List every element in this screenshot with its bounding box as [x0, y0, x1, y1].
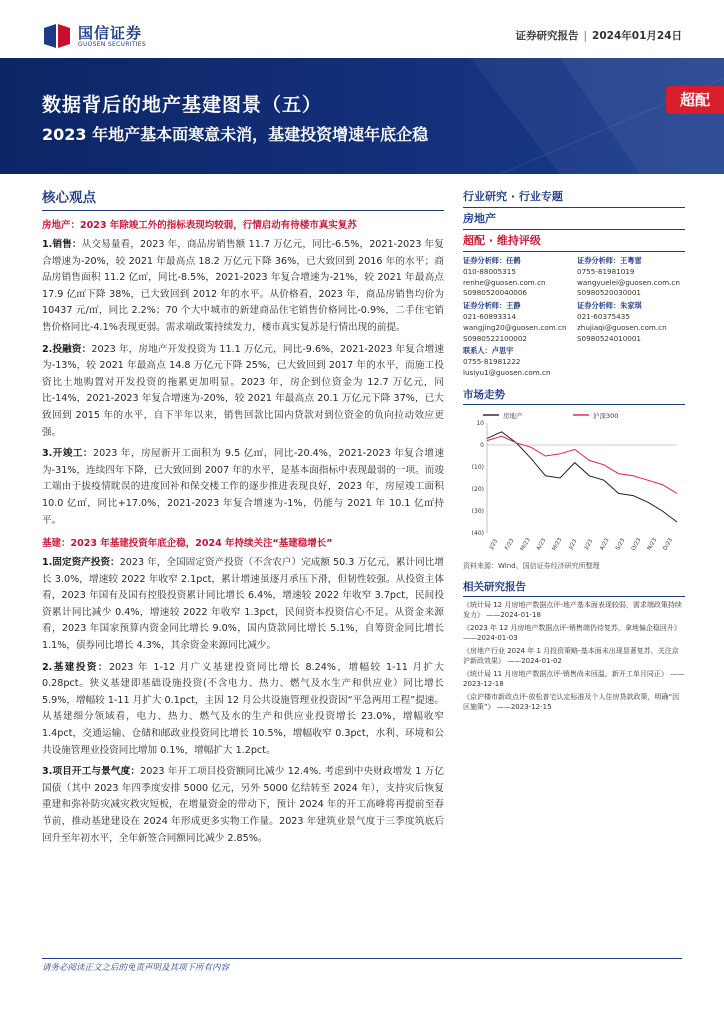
analyst-card	[577, 256, 687, 299]
x-tick-label: D/23	[662, 537, 675, 552]
footer-disclaimer: 请务必阅读正文之后的免责声明及其项下所有内容	[42, 963, 230, 973]
related-report-item[interactable]: 《统计局 12 月房地产数据点评-地产基本面表现较弱，需求端政策持续发力》 ——2024-01-18	[463, 600, 682, 619]
analyst-card	[463, 301, 573, 344]
report-title: 数据背后的地产基建图景（五）	[42, 94, 323, 116]
logo-text-cn: 国信证券	[78, 24, 143, 42]
y-tick-label: (40)	[471, 529, 484, 537]
analyst-email[interactable]: zhujiaqi@guosen.com.cn	[577, 322, 667, 332]
paragraph-investment	[42, 342, 444, 442]
analyst-email[interactable]: wangjing20@guosen.com.cn	[463, 322, 567, 332]
chart-source: 资料来源：Wind、国信证券经济研究所整理	[463, 561, 600, 570]
rating-tag: 超配	[666, 86, 724, 114]
x-tick-label: A/23	[599, 537, 611, 552]
legend-label: 房地产	[503, 411, 523, 420]
footer-divider	[42, 958, 682, 959]
lead-construction: 3.开竣工：	[42, 448, 93, 460]
analyst-email[interactable]: renhe@guosen.com.cn	[463, 277, 546, 287]
y-tick-label: (30)	[471, 507, 484, 515]
contact-email[interactable]: lusiyu1@guosen.com.cn	[463, 367, 551, 377]
analyst-phone: 021-60375435	[577, 311, 630, 321]
analyst-name: 王粤雷	[620, 256, 642, 265]
paragraph-infra-investment	[42, 660, 444, 760]
y-tick-label: (20)	[471, 485, 484, 493]
industry-tags	[463, 186, 685, 252]
report-subtitle: 2023 年地产基本面寒意未消，基建投资增速年底企稳	[42, 125, 429, 144]
analyst-cert: S0980520030001	[577, 288, 642, 298]
core-views-column	[42, 186, 444, 852]
x-tick-label: M/23	[551, 536, 564, 552]
core-views-title: 核心观点	[42, 186, 444, 211]
analyst-role: 证券分析师：	[577, 256, 621, 265]
analyst-role: 证券分析师：	[463, 256, 507, 265]
text-project-start: 2023 年开工项目投资额同比减少 12.4%. 考虑到中央财政增发 1 万亿国债（其中 2023 年四季度安排 5000 亿元，另外 5000 亿结转至 2024 年），支持灾后恢复重建和弥补防灾减灾救灾短板，在增量资金的带动下，预计 2024 年的开工高峰将再提前至春节前，推动基建建设在 2024 年形成更多实物工作量。2023 年建筑业景气度于三季度筑底后回升至年初水平，全年新签合同额同比减少 2.85%。	[42, 766, 444, 844]
analyst-email[interactable]: wangyuelei@guosen.com.cn	[577, 277, 680, 287]
market-trend-chart	[463, 409, 685, 559]
x-tick-label: S/23	[615, 537, 627, 552]
analyst-card	[577, 301, 687, 344]
analyst-cert: S0980524010001	[577, 333, 642, 343]
paragraph-construction	[42, 446, 444, 529]
analyst-name: 王静	[506, 301, 521, 311]
analyst-name: 任鹤	[506, 256, 521, 265]
lead-sales: 1.销售：	[42, 239, 82, 250]
analyst-phone: 010-88005315	[463, 266, 516, 276]
x-tick-label: N/23	[646, 537, 659, 552]
lead-fixed-asset: 1.固定资产投资：	[42, 557, 120, 569]
tag-rating: 超配 · 维持评级	[463, 230, 685, 252]
x-tick-label: O/23	[630, 537, 643, 552]
analyst-cert: S0980522100002	[463, 333, 528, 343]
report-type: 证券研究报告	[515, 30, 579, 42]
x-tick-label: J/23	[583, 538, 595, 551]
text-fixed-asset: 2023 年，全国固定资产投资（不含农户）完成额 50.3 万亿元，累计同比增长 3.0%，增速较 2022 年收窄 2.1pct，累计增速虽逐月承压下滑，但韧性较强。从投资主体看，2023 年国有及国有控股投资累计同比增长 6.4%，增速较 2022 年收窄 3.7pct，民间投资累计同比减少 0.4%，增速较 2022 年收窄 1.3pct，民间资本投资信心不足。从资金来源看，2023 年国家预算内资金同比增长 9.0%，国内贷款同比增长 5.1%，自筹资金同比增长 1.1%，债券同比增长 4.3%，其余资金来源同比减少。	[42, 557, 444, 652]
analyst-name: 朱家琪	[620, 301, 642, 311]
logo-text-en: GUOSEN SECURITIES	[78, 41, 147, 48]
tag-industry-research: 行业研究 · 行业专题	[463, 186, 685, 208]
analyst-cert: S0980520040006	[463, 288, 528, 298]
lead-investment: 2.投融资：	[42, 343, 92, 355]
related-report-item[interactable]: 《2023 年 12 月房地产数据点评-销售端仍待复苏，拿地偏企稳回升》 ——2024-01-03	[463, 623, 681, 642]
series-line	[487, 432, 677, 522]
x-tick-label: F/23	[504, 537, 516, 551]
market-trend-title: 市场走势	[463, 387, 685, 405]
related-report-item[interactable]: 《统计局 11 月房地产数据点评-销售尚未回温，新开工单月同正》 ——2023-12-18	[463, 669, 685, 688]
analyst-role: 证券分析师：	[577, 301, 621, 311]
analyst-phone: 0755-81981019	[577, 266, 635, 276]
analyst-card	[463, 256, 573, 299]
report-meta: 证券研究报告 | 2024年01月24日	[515, 30, 682, 42]
contact-name: 卢思宇	[491, 346, 514, 356]
title-banner	[0, 58, 724, 174]
logo-mark-icon	[42, 22, 72, 50]
text-investment: 2023 年，房地产开发投资为 11.1 万亿元，同比-9.6%，2021-2023 年复合增速为-13%，较 2021 年最高点 14.8 万亿元下降 25%，已大致回到 2017 年的水平，而施工投资比土地购置对开发投资的拖累更加明显。2023 年，房企到位资金为 12.7 万亿元，同比-14%，2021-2023 年复合增速为-20%，较 2021 年最高点 20.1 万亿元下降 37%，已大致回到 2015 年的水平，自下半年以来，销售回款比国内贷款对到位资金的负向拉动效应更强。	[42, 343, 444, 438]
paragraph-fixed-asset	[42, 555, 444, 655]
guosen-logo	[42, 20, 172, 52]
x-tick-label: M/23	[519, 536, 532, 552]
related-reports	[463, 579, 685, 712]
text-construction: 2023 年，房屋新开工面积为 9.5 亿㎡，同比-20.4%，2021-2023 年复合增速为-31%，连续四年下降，已大致回到 2007 年的水平，是基本面指标中表现最弱的一项。而竣工端由于拔疫情眈误的进度回补和保交楼工作的逐步推进表现良好，2023 年，房屋竣工面积 10.0 亿㎡，同比+17.0%，2021-2023 年复合增速为-1%，仍能与 2021 年 10.1 亿㎡持平。	[42, 448, 444, 526]
realestate-heading: 房地产：2023 年除竣工外的指标表现均较弱，行情启动有待楼市真实复苏	[42, 220, 357, 231]
market-trend-svg	[463, 409, 685, 559]
tag-sector: 房地产	[463, 208, 685, 230]
contact-phone: 0755-81981222	[463, 357, 521, 367]
report-date: 2024年01月24日	[592, 30, 682, 42]
related-reports-title: 相关研究报告	[463, 579, 685, 597]
analyst-list	[463, 256, 685, 381]
paragraph-project-start	[42, 764, 444, 847]
x-tick-label: J/23	[488, 538, 500, 551]
contact-role: 联系人：	[463, 346, 492, 356]
legend-label: 沪深300	[593, 411, 619, 420]
sidebar-column	[463, 186, 685, 712]
x-tick-label: A/23	[535, 537, 548, 552]
x-tick-label: J/23	[567, 538, 579, 551]
paragraph-sales	[42, 237, 444, 337]
text-infra-investment: 2023 年 1-12 月广义基建投资同比增长 8.24%，增幅较 1-11 月扩大 0.28pct。狭义基建即基础设施投资(不含电力、热力、燃气及水生产和供应业）同比增长 5.9%，增幅较 1-11 月扩大 0.1pct，主因 12 月公共设施管理业投资因“平急两用工程”提速。从基建细分领域看，电力、热力、燃气及水的生产和供应业投资增长 23.0%，增幅收窄 1.4pct，交通运输、仓储和邮政业投资同比增长 10.5%，增幅收窄 0.3pct，水利、环境和公共设施管理业投资同比增加 0.1%，增幅扩大 1.2pct。	[42, 661, 444, 756]
y-tick-label: 0	[480, 441, 484, 449]
contact-card	[463, 346, 573, 378]
text-sales: 从交易量看，2023 年，商品房销售额 11.7 万亿元，同比-6.5%，2021-2023 年复合增速为-20%，较 2021 年最高点 18.2 万亿元下降 36%，已大致回到 2016 年的水平；商品房销售面积 11.2 亿㎡，同比-8.5%，2021-2023 年复合增速为-21%，较 2021 年最高点 17.9 亿㎡下降 38%，已大致回到 2012 年的水平。从价格看，2023 年，商品房销售均价为 10437 元/㎡，同比 2.2%；70 个大中城市的新建商品住宅销售价格同比-0.9%，二手住宅销售价格同比-4.1%表现更弱。需求端政策持续发力，楼市真实复苏是行情出现的前提。	[42, 239, 444, 333]
y-tick-label: 10	[476, 419, 484, 427]
analyst-phone: 021-60893314	[463, 311, 516, 321]
lead-project-start: 3.项目开工与景气度：	[42, 766, 141, 778]
analyst-role: 证券分析师：	[463, 301, 507, 311]
infrastructure-heading: 基建：2023 年基建投资年底企稳，2024 年持续关注“基建稳增长”	[42, 538, 333, 550]
related-report-item[interactable]: 《京沪楼市新政点评-放松普宅认定标准及个人住房贷款政策，明确“因区施策”》 ——2023-12-15	[463, 692, 680, 711]
y-tick-label: (10)	[471, 463, 484, 471]
lead-infra-investment: 2.基建投资：	[42, 661, 109, 673]
related-report-item[interactable]: 《房地产行业 2024 年 1 月投资策略-基本面未出现显著复苏，关注京沪新政效果》 ——2024-01-02	[463, 646, 679, 665]
